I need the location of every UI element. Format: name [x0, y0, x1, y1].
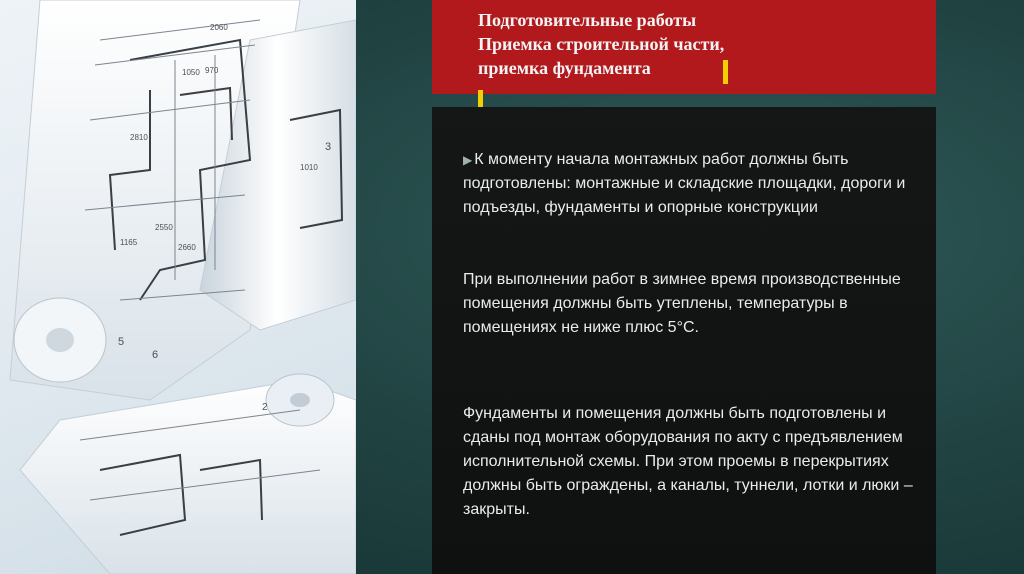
svg-text:1050: 1050 [182, 68, 200, 77]
svg-text:2: 2 [262, 402, 268, 413]
svg-text:2810: 2810 [130, 133, 148, 142]
svg-text:1010: 1010 [300, 163, 318, 172]
svg-text:970: 970 [205, 66, 219, 75]
svg-text:1165: 1165 [120, 238, 138, 247]
blueprint-photo [0, 0, 356, 574]
text-cursor-mark [723, 60, 728, 84]
paragraph-foundations: Фундаменты и помещения должны быть подготовлены и сданы под монтаж оборудования по акту с предъявлением исполнительной схемы. При этом проемы в перекрытиях должны быть ограждены, а каналы, туннели, лотки и люки – закрыты. [463, 405, 913, 518]
svg-text:2060: 2060 [210, 23, 228, 32]
rolled-blueprints-icon [0, 0, 356, 574]
bullet-icon: ▶ [463, 153, 473, 167]
svg-text:6: 6 [152, 349, 159, 361]
slide-title [478, 8, 908, 80]
paragraph-readiness-text: К моменту начала монтажных работ должны быть подготовлены: монтажные и складские площадки, дороги и подъезды, фундаменты и опорные конструкции [463, 151, 906, 216]
svg-text:3: 3 [325, 141, 332, 153]
svg-text:2660: 2660 [178, 243, 196, 252]
title-line-1: Подготовительные работы [478, 10, 697, 30]
paragraph-readiness [463, 148, 918, 220]
paragraph-winter: При выполнении работ в зимнее время производственные помещения должны быть утеплены, температуры в помещениях не ниже плюс 5°С. [463, 271, 901, 336]
svg-text:2550: 2550 [155, 223, 173, 232]
svg-text:5: 5 [118, 336, 125, 348]
title-line-3: приемка фундамента [478, 58, 651, 78]
title-line-2: Приемка строительной части, [478, 34, 725, 54]
